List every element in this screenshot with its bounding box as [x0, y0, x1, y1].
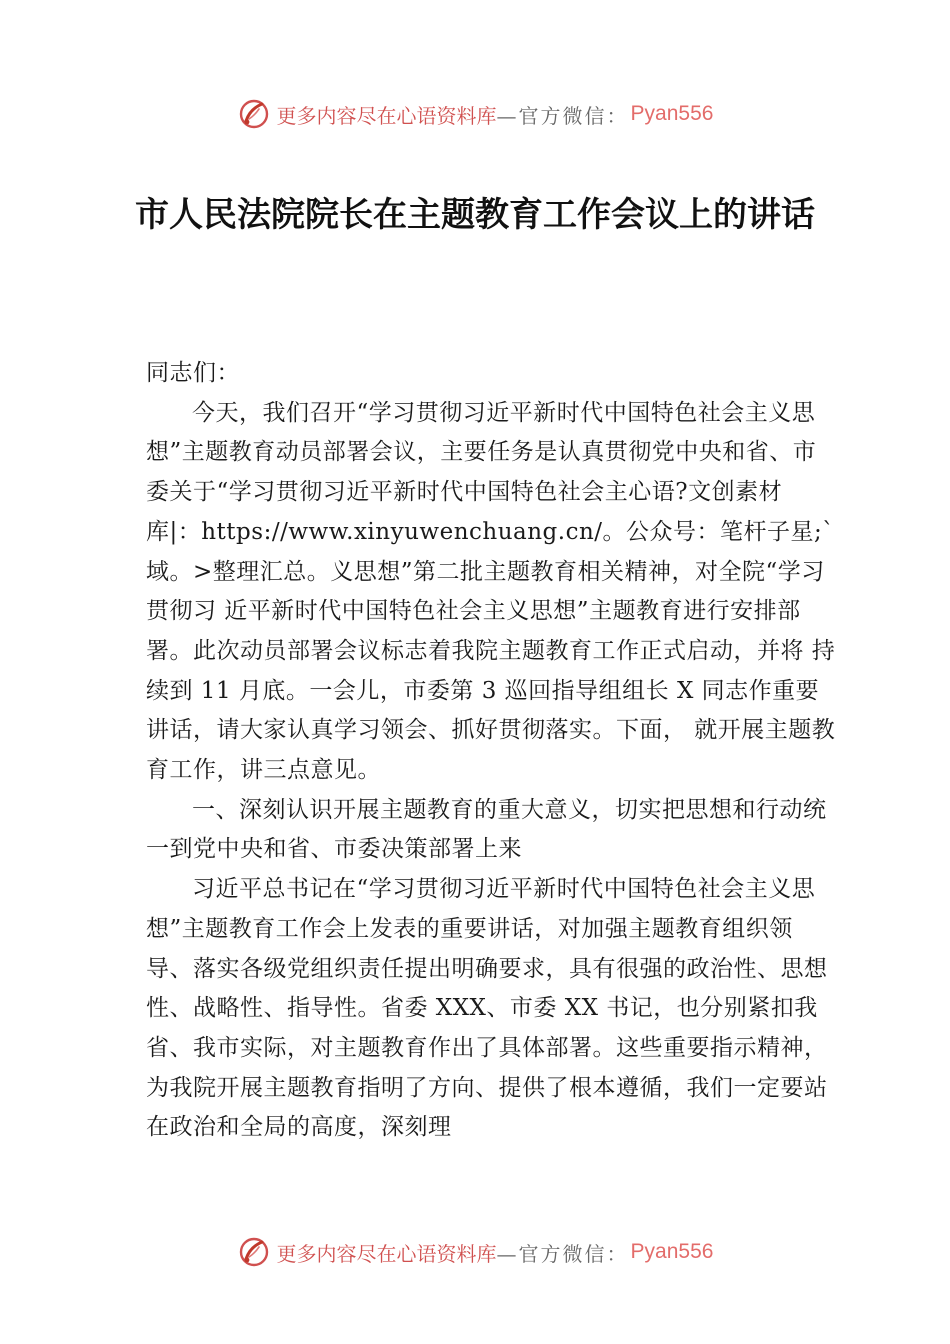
banner-main-text: 更多内容尽在心语资料库	[276, 103, 497, 128]
banner-sub-text: —官方微信：	[496, 1241, 629, 1266]
paragraph-1: 今天，我们召开“学习贯彻习近平新时代中国特色社会主义思想”主题教育动员部署会议，主要任务是认真贯彻党中央和省、市委关于“学习贯彻习近平新时代中国特色社会主心语?文创素材库|：https://www.xinyuwenchuang.cn/。公众号：笔杆子星;`域。>整理汇总。义思想”第二批主题教育相关精神，对全院“学习贯彻习 近平新时代中国特色社会主义思想”主题教育进行安排部署。此次动员部署会议标志着我院主题教育工作正式启动，并将 持续到 11 月底。一会儿，市委第 3 巡回指导组组长 X 同志作重要讲话，请大家认真学习领会、抓好贯彻落实。下面， 就开展主题教育工作，讲三点意见。	[146, 399, 836, 784]
banner-wechat-id: Pyan556	[630, 102, 714, 125]
section-heading-1: 一、深刻认识开展主题教育的重大意义，切实把思想和行动统一到党中央和省、市委决策部署上来	[146, 796, 827, 863]
banner-main-text: 更多内容尽在心语资料库	[276, 1241, 497, 1266]
greeting: 同志们：	[146, 360, 240, 386]
document-title: 市人民法院院长在主题教育工作会议上的讲话	[135, 195, 815, 235]
brush-logo-icon	[237, 97, 271, 131]
header-banner	[0, 94, 950, 134]
banner-wechat-id: Pyan556	[630, 1240, 714, 1263]
footer-banner	[0, 1232, 950, 1272]
brush-logo-icon	[237, 1235, 271, 1269]
paragraph-2: 习近平总书记在“学习贯彻习近平新时代中国特色社会主义思想”主题教育工作会上发表的重要讲话，对加强主题教育组织领导、落实各级党组织责任提出明确要求，具有很强的政治性、思想性、战略性、指导性。省委 XXX、市委 XX 书记，也分别紧扣我省、我市实际，对主题教育作出了具体部署。这些重要指示精神，为我院开展主题教育指明了方向、提供了根本遵循，我们一定要站在政治和全局的高度，深刻理	[146, 876, 828, 1141]
document-body	[146, 354, 836, 1148]
banner-sub-text: —官方微信：	[496, 103, 629, 128]
